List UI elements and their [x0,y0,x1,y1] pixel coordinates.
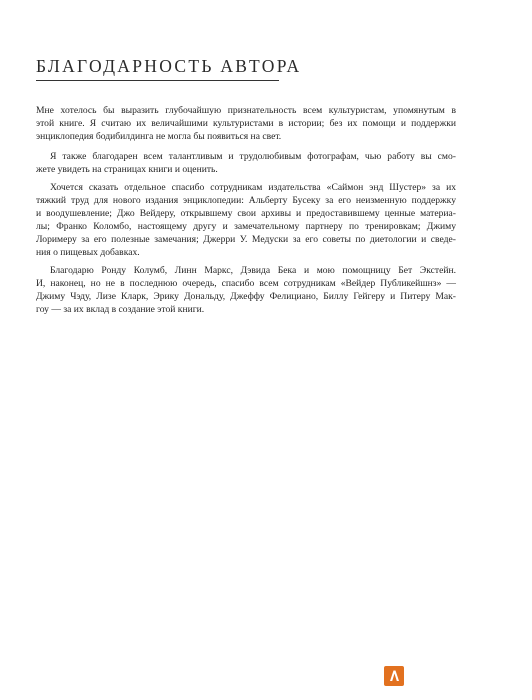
text-line: Мне хотелось бы выразить глубочайшую признательность всем культуристам, упомянутым в [36,105,456,116]
paragraph-1 [36,104,456,143]
text-line: Я также благодарен всем талантливым и трудолюбивым фотографам, чью работу вы смо- [50,151,456,162]
labirint-logo-icon [384,666,404,686]
text-line: этой книге. Я считаю их величайшими культуристами в истории; без их помощи и поддержки [36,118,456,129]
paragraph-3 [36,181,456,259]
text-line: гоу — за их вклад в создание этой книги. [36,304,205,315]
acknowledgements-text [36,104,456,316]
paragraph-4 [36,264,456,316]
text-line: И, наконец, но не в последнюю очередь, спасибо всем сотрудникам «Вейдер Публикейшнз» — [36,278,456,289]
page-title: БЛАГОДАРНОСТЬ АВТОРА [36,56,302,76]
text-line: Благодарю Ронду Колумб, Линн Маркс, Дэвида Бека и мою помощницу Бет Экстейн. [50,265,456,276]
text-line: жете увидеть на страницах книги и оценить. [36,164,218,175]
text-line: Джиму Чэду, Лизе Кларк, Эрику Дональду, Джеффу Фелициано, Биллу Гейгеру и Питеру Мак- [36,291,456,302]
labirint-logo-glyph-icon [384,666,404,686]
text-line: лы; Франко Коломбо, настоящему другу и замечательному партнеру по тренировкам; Джиму [36,221,456,232]
paragraph-2 [36,150,456,176]
text-line: Хочется сказать отдельное спасибо сотрудникам издательства «Саймон энд Шустер» за их [50,182,456,193]
text-line: тяжкий труд для нового издания энциклопедии: Альберту Бусеку за его неизменную поддержку [36,195,456,206]
text-line: Лоримеру за его полезные замечания; Джерри У. Медуски за его советы по диетологии и сведе- [36,234,456,245]
text-line: и воодушевление; Джо Вейдеру, открывшему свои архивы и предоставившему ценные материа- [36,208,456,219]
title-underline [36,80,279,81]
text-line: ния о пищевых добавках. [36,247,140,258]
text-line: энциклопедия бодибилдинга не могла бы появиться на свет. [36,131,282,142]
